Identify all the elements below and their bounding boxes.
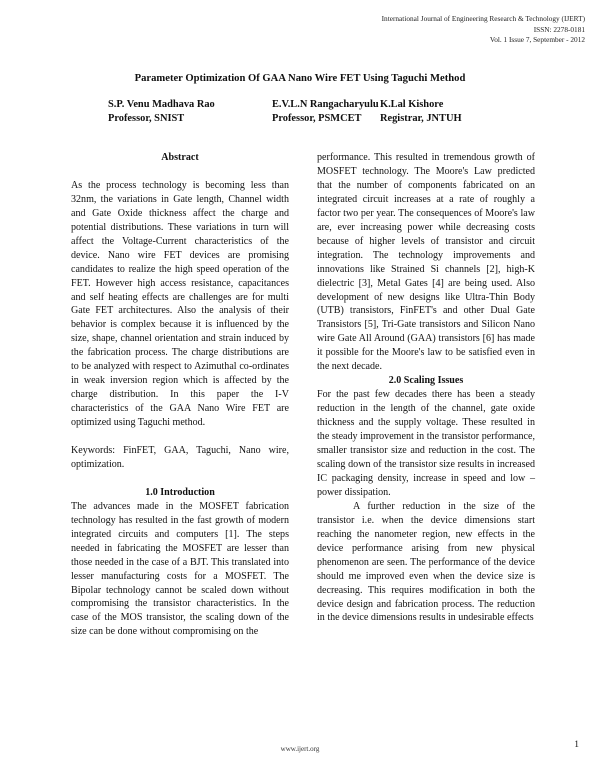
- abstract-body: As the process technology is becoming less than 32nm, the variations in Gate length, Channel width and Gate Oxide thickness affect the charge and potential distributions. These variations in turn will affect the Voltage-Current characteristics of the device. Nano wire FET devices are promising candidates to realize the high speed operation of the FET. However high access resistance, capacitances and self heating effects are challenges are for multi Gate FET architectures. Also the analysis of their behavior is complex because it is influenced by the size, shape, channel orientation and strain induced by the fabrication process. The charge distributions are to be analyzed with respect to Azimuthal co-ordinates in weak inversion region which is affected by the charge distribution. In this paper the I-V characteristics of the GAA Nano Wire FET are optimized using Taguchi method.: [71, 179, 289, 429]
- journal-issn: ISSN: 2278-0181: [533, 24, 585, 34]
- journal-volume: Vol. 1 Issue 7, September - 2012: [489, 35, 585, 44]
- author-affiliation: Professor, PSMCET: [272, 113, 362, 124]
- paper-title: Parameter Optimization Of GAA Nano Wire FET Using Taguchi Method: [134, 73, 466, 84]
- scaling-paragraph-2: A further reduction in the size of the transistor i.e. when the device dimensions start reaching the nanometer region, new effects in the device performance arising from new physical phenomenon are seen. The performance of the device should me improved even when the device size is decreasing. This requires modification in both the device design and fabrication process. The reduction in the device dimensions results in undesirable effects: [317, 500, 535, 624]
- introduction-continuation: performance. This resulted in tremendous growth of MOSFET technology. The Moore's Law predicted that the number of components fabricated on an integrated circuit increases at a rate of roughly a factor two per year. The consequences of Moore's law are, ever increasing power while decreasing costs because of higher levels of transistor and circuit integration. The technology improvements and innovations like Strained Si channels [2], high-K dielectric [3], Metal Gates [4] are being used. Also development of new designs like Ultra-Thin Body (UTB) transistors, FinFET's and other Dual Gate Transistors [5], Tri-Gate transistors and Silicon Nano wire Gate All Around (GAA) transistors [6] has made it possible for the Moore's law to be satisfied even in the next decade.: [317, 152, 535, 373]
- author-name: E.V.L.N Rangacharyulu: [272, 99, 379, 110]
- journal-header: [255, 14, 585, 46]
- author-affiliation: Registrar, JNTUH: [380, 113, 462, 124]
- introduction-body: The advances made in the MOSFET fabrication technology has resulted in the fast growth of modern integrated circuits and computers [1]. The steps needed in fabricating the MOSFET are lesser than those needed in the case of a BJT. This translated into lesser manufacturing costs for a MOSFET. The Bipolar technology cannot be scaled down without compromising the transistor characteristics. In the case of the MOS transistor, the scaling down of the size can be done without compromising on the: [71, 500, 289, 638]
- scaling-paragraph-1: For the past few decades there has been a steady reduction in the length of the channel, gate oxide thickness and the supply voltage. These resulted in the steady improvement in the transistor performance, smaller transistor size and reduction in the cost. The scaling down of the transistor size results in increased IC packaging density, increase in speed and low – power dissipation.: [317, 389, 535, 498]
- left-column: [71, 151, 289, 639]
- abstract-heading: Abstract: [161, 152, 199, 163]
- author-1: [108, 98, 215, 126]
- right-column: [317, 151, 535, 625]
- keywords: Keywords: FinFET, GAA, Taguchi, Nano wire, optimization.: [71, 444, 289, 470]
- author-3: [380, 98, 462, 126]
- introduction-heading: 1.0 Introduction: [145, 486, 215, 498]
- author-2: [272, 98, 379, 126]
- author-affiliation: Professor, SNIST: [108, 113, 185, 124]
- journal-name: International Journal of Engineering Research & Technology (IJERT): [381, 14, 585, 23]
- footer-url[interactable]: www.ijert.org: [280, 745, 320, 753]
- scaling-heading: 2.0 Scaling Issues: [388, 375, 464, 387]
- author-name: K.Lal Kishore: [380, 99, 444, 110]
- author-name: S.P. Venu Madhava Rao: [108, 99, 215, 110]
- page-number: 1: [574, 740, 579, 750]
